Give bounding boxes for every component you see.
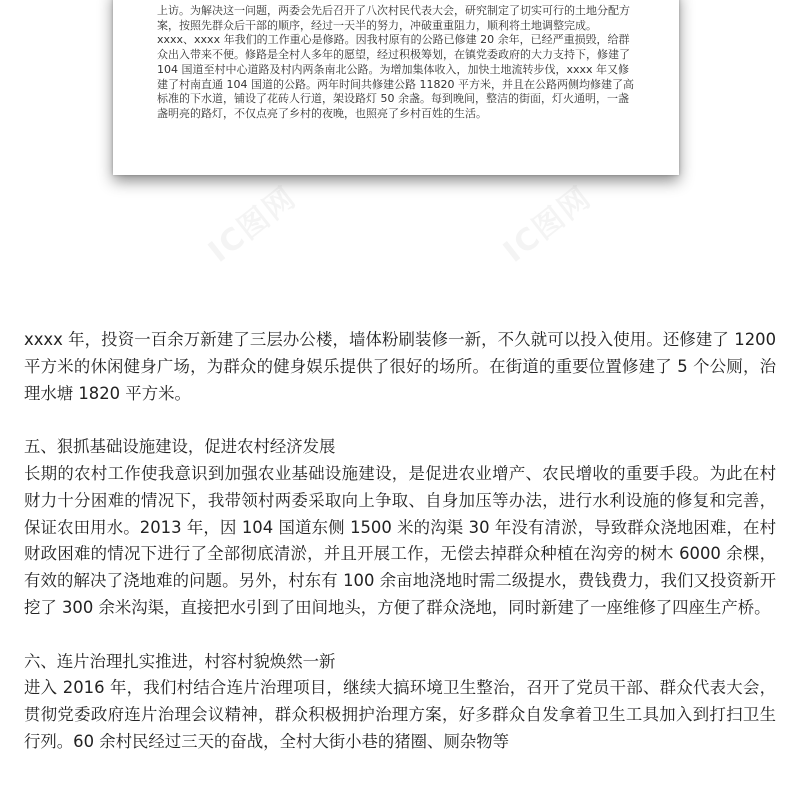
document-body	[24, 327, 776, 756]
card-text	[157, 4, 637, 122]
body-paragraph: xxxx 年，投资一百余万新建了三层办公楼，墙体粉刷装修一新，不久就可以投入使用。还修建了 1200 平方米的休闲健身广场，为群众的健身娱乐提供了很好的场所。在街道的重要位置修建了 5 个公厕，治理水塘 1820 平方米。	[24, 330, 776, 403]
watermark: IC图网	[497, 179, 599, 270]
document-preview-card	[113, 0, 679, 175]
card-paragraph: xxxx、xxxx 年我们的工作重心是修路。因我村原有的公路已修建 20 余年，已经严重损毁，给群众出入带来不便。修路是全村人多年的愿望，经过积极筹划，在镇党委政府的大力支持下，修建了 104 国道至村中心道路及村内两条南北公路。为增加集体收入，加快土地流转步伐，xxxx 年又修建了村南直通 104 国道的公路。两年时间共修建公路 11820 平方米，并且在公路两侧均修建了高标准的下水道，铺设了花砖人行道，架设路灯 50 余盏。每到晚间，整洁的街面，灯火通明，一盏盏明亮的路灯，不仅点亮了乡村的夜晚，也照亮了乡村百姓的生活。	[157, 33, 634, 120]
section-heading: 六、连片治理扎实推进，村容村貌焕然一新	[24, 651, 336, 671]
card-paragraph: 上访。为解决这一问题，两委会先后召开了八次村民代表大会，研究制定了切实可行的土地分配方案，按照先群众后干部的顺序，经过一天半的努力，冲破重重阻力，顺利将土地调整完成。	[157, 4, 630, 32]
body-paragraph: 长期的农村工作使我意识到加强农业基础设施建设，是促进农业增产、农民增收的重要手段。为此在村财力十分困难的情况下，我带领村两委采取向上争取、自身加压等办法，进行水利设施的修复和完善，保证农田用水。2013 年，因 104 国道东侧 1500 米的沟渠 30 年没有清淤，导致群众浇地困难，在村财政困难的情况下进行了全部彻底清淤，并且开展工作，无偿去掉群众种植在沟旁的树木 6000 余棵，有效的解决了浇地难的问题。另外，村东有 100 余亩地浇地时需二级提水，费钱费力，我们又投资新开挖了 300 余米沟渠，直接把水引到了田间地头，方便了群众浇地，同时新建了一座维修了四座生产桥。	[24, 463, 776, 617]
section-heading: 五、狠抓基础设施建设，促进农村经济发展	[24, 437, 336, 457]
body-paragraph: 进入 2016 年，我们村结合连片治理项目，继续大搞环境卫生整治，召开了党员干部、群众代表大会，贯彻党委政府连片治理会议精神，群众积极拥护治理方案，好多群众自发拿着卫生工具加入到打扫卫生行列。60 余村民经过三天的奋战，全村大街小巷的猪圈、厕杂物等	[24, 678, 776, 751]
watermark: IC图网	[202, 179, 304, 270]
